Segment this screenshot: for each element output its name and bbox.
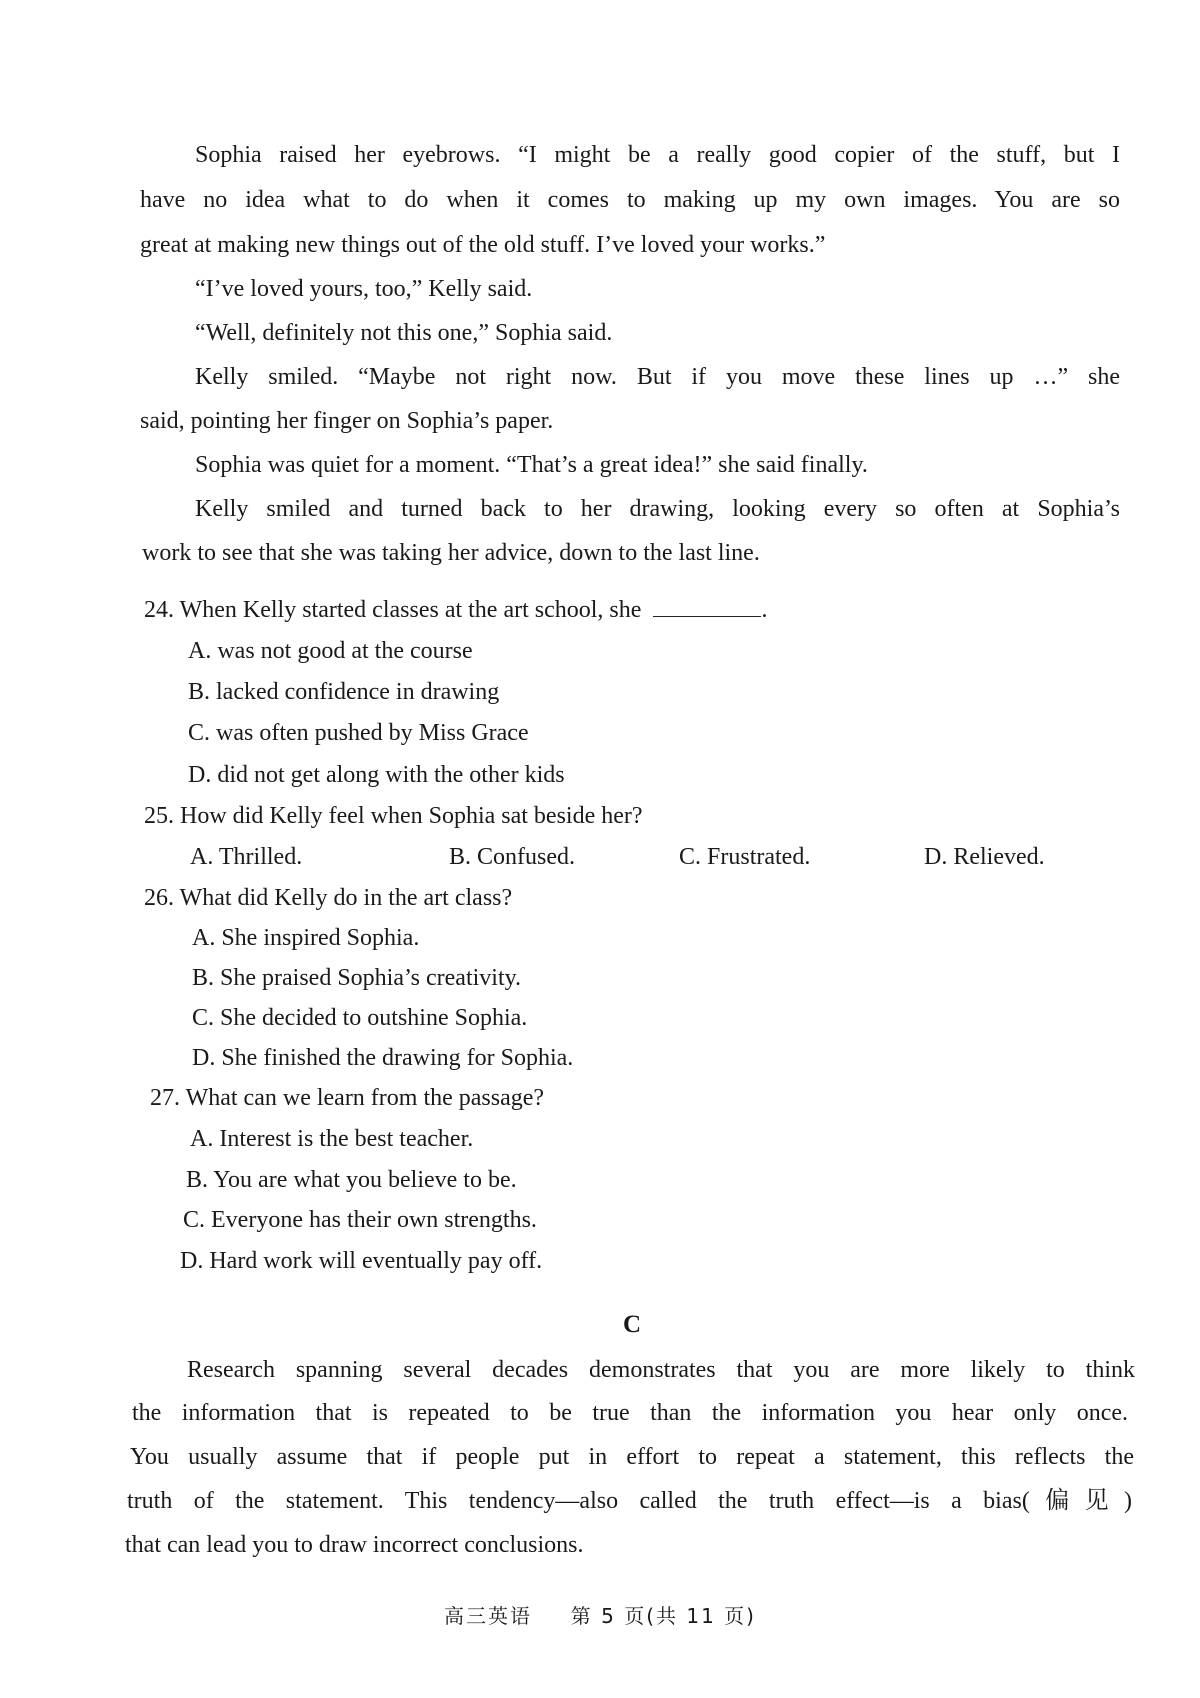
option-c: C. Frustrated. [679,844,811,870]
paragraph-line: You usually assume that if people put in effort to repeat a statement, this reflects the [130,1444,1134,1470]
option-a: A. Interest is the best teacher. [190,1126,474,1152]
option-c: C. She decided to outshine Sophia. [192,1005,528,1031]
question-text: When Kelly started classes at the art school, she [179,597,642,623]
footer-page-number: 第 5 页(共 11 页) [570,1604,756,1628]
option-d: D. Hard work will eventually pay off. [180,1248,543,1274]
option-b: B. You are what you believe to be. [186,1167,517,1193]
question-stem [144,595,767,625]
option-b: B. Confused. [449,844,575,870]
blank-period: . [761,597,768,623]
option-c: C. was often pushed by Miss Grace [188,720,529,746]
paragraph-line: have no idea what to do when it comes to making up my own images. You are so [140,187,1120,213]
answer-blank [653,596,761,617]
question-stem [150,1083,544,1113]
page-footer [0,1600,1200,1629]
option-b: B. She praised Sophia’s creativity. [192,965,522,991]
paragraph-line: Kelly smiled and turned back to her drawing, looking every so often at Sophia’s [195,496,1120,522]
question-text: How did Kelly feel when Sophia sat beside her? [180,803,643,829]
paragraph-line: great at making new things out of the old stuff. I’ve loved your works.” [140,232,826,258]
paragraph-line: truth of the statement. This tendency—also called the truth effect—is a bias(偏见) [127,1488,1132,1514]
option-d: D. She finished the drawing for Sophia. [192,1045,574,1071]
paragraph-line: “I’ve loved yours, too,” Kelly said. [195,276,533,302]
question-stem [144,883,512,913]
option-d: D. Relieved. [924,844,1045,870]
question-text: What can we learn from the passage? [185,1085,545,1111]
paragraph-line: Kelly smiled. “Maybe not right now. But if you move these lines up …” she [195,364,1120,390]
option-b: B. lacked confidence in drawing [188,679,500,705]
paragraph-line: that can lead you to draw incorrect conclusions. [125,1532,584,1558]
question-number: 24. [144,597,174,623]
paragraph-line: said, pointing her finger on Sophia’s paper. [140,408,554,434]
question-text: What did Kelly do in the art class? [179,885,513,911]
option-d: D. did not get along with the other kids [188,762,565,788]
paragraph-line: the information that is repeated to be true than the information you hear only once. [132,1400,1128,1426]
option-a: A. She inspired Sophia. [192,925,420,951]
option-c: C. Everyone has their own strengths. [183,1207,537,1233]
question-number: 26. [144,885,174,911]
option-a: A. Thrilled. [190,844,303,870]
option-a: A. was not good at the course [188,638,473,664]
paragraph-line: Sophia raised her eyebrows. “I might be a really good copier of the stuff, but I [195,142,1120,168]
question-number: 25. [144,803,174,829]
question-number: 27. [150,1085,180,1111]
footer-subject: 高三英语 [444,1604,533,1628]
paragraph-line: work to see that she was taking her advice, down to the last line. [142,540,760,566]
paragraph-line: “Well, definitely not this one,” Sophia said. [195,320,613,346]
section-heading: C [622,1311,642,1338]
question-stem [144,801,643,831]
paragraph-line: Research spanning several decades demonstrates that you are more likely to think [187,1357,1135,1383]
paragraph-line: Sophia was quiet for a moment. “That’s a great idea!” she said finally. [195,452,868,478]
